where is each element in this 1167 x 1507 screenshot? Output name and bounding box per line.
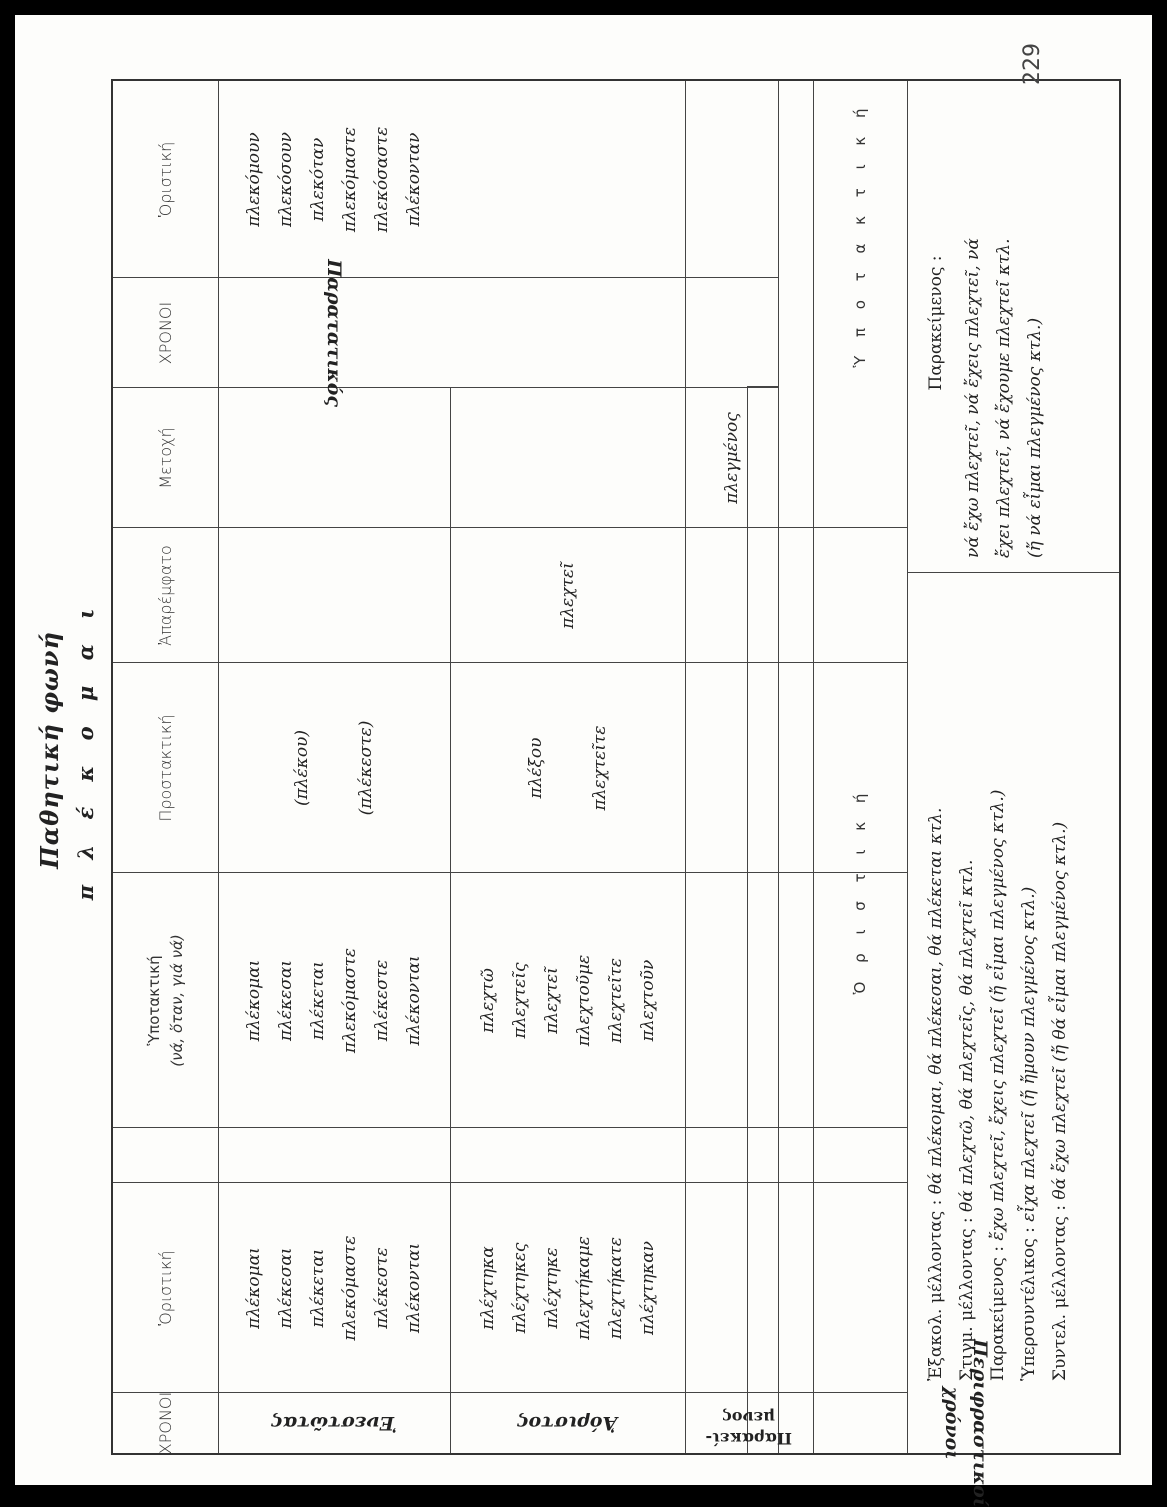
imperfect-label-text: Παρατατικός: [323, 259, 345, 407]
form: πλεκόμαστε: [340, 1235, 360, 1341]
aorist-infinitive: [450, 528, 685, 663]
periphrastic-indicative-header: Ὁ ρ ι σ τ ι κ ή: [851, 786, 869, 995]
periphrastic-subjunctive-list: [921, 88, 1051, 558]
form: πλεκόμουν: [244, 132, 264, 227]
rotated-content: [15, 15, 1152, 1507]
periph-text: ἔχω πλεχτεῖ, ἔχεις πλεχτεῖ (ἤ εἶμαι πλεγμένος κτλ.): [988, 789, 1008, 1241]
book-page: [15, 15, 1152, 1507]
periph-subj-line: [958, 88, 989, 558]
times-header: ΧΡΟΝΟΙ: [156, 1391, 175, 1455]
form: πλέκεσαι: [276, 959, 296, 1042]
periphrastic-label-text: Περιφραστικοί χρόνοι: [941, 1339, 991, 1507]
perfect-participle: [685, 388, 778, 528]
form: πλεκόσαστε: [372, 126, 392, 233]
periph-line-pluperfect: [1014, 790, 1045, 1381]
form: (πλέκου): [292, 729, 312, 807]
imperfect-label: [218, 259, 450, 407]
form: πλέκονται: [404, 955, 424, 1046]
page-number: 229: [1020, 43, 1045, 85]
form: πλέκεστε: [372, 959, 392, 1042]
form: πλεχτεῖς: [509, 962, 530, 1039]
form: πλέκεται: [308, 1248, 328, 1328]
form: πλεχτοῦμε: [573, 954, 594, 1047]
periph-label: Συντελ. μέλλοντας :: [1050, 1205, 1070, 1381]
conjugation-table: [111, 79, 1121, 1507]
form: (πλέκεστε): [356, 720, 376, 816]
form: πλεχτήκατε: [605, 1236, 626, 1340]
form: πλέχτηκα: [477, 1246, 498, 1330]
subjunctive-header-note: (νά, ὅταν, γιά νά): [167, 934, 186, 1067]
periph-text: θά ἔχω πλεχτεῖ (ἤ θά εἶμαι πλεγμένος κτλ.): [1050, 821, 1070, 1200]
form: πλέκεται: [308, 961, 328, 1040]
aorist-indicative: [450, 1183, 685, 1393]
form: πλεκόσουν: [276, 132, 296, 227]
form: πλεχτεῖ: [541, 967, 562, 1034]
times-header-2: ΧΡΟΝΟΙ: [156, 301, 175, 365]
periph-subj-line: [989, 88, 1020, 558]
periphrastic-subjunctive-header: Ὑ π ο τ α κ τ ι κ ή: [851, 101, 869, 368]
periph-line-future-continuous: [921, 790, 952, 1381]
form: πλεχτῶ: [477, 968, 498, 1033]
aorist-subjunctive: [450, 873, 685, 1128]
present-imperative: [218, 663, 450, 873]
indicative-header-2: Ὁριστική: [156, 141, 175, 218]
periphrastic-label: [813, 1339, 1119, 1507]
perfect-label: [685, 1393, 813, 1453]
form: πλεχτοῦν: [637, 959, 658, 1042]
form: πλέκομαι: [244, 959, 264, 1042]
form: πλέκεσαι: [276, 1247, 296, 1329]
subjunctive-header: [113, 873, 218, 1128]
present-label: [218, 1393, 450, 1453]
present-label-text: Ἐνεστῶτας: [270, 1412, 398, 1434]
form: πλεκόταν: [308, 137, 328, 222]
periph-line-perfect: [983, 790, 1014, 1381]
periph-text: θά πλέκομαι, θά πλέκεσαι, θά πλέκεται κτλ.: [926, 807, 946, 1195]
periph-label: Παρακείμενος :: [988, 1246, 1008, 1381]
imperfect-indicative: [218, 81, 450, 278]
participle-header: Μετοχή: [156, 427, 175, 489]
form: πλέχτηκαν: [637, 1241, 658, 1335]
present-indicative: [218, 1183, 450, 1393]
periphrastic-indicative-list: [921, 790, 1076, 1381]
form: πλεχτεῖ: [557, 562, 578, 629]
form: πλεχτεῖτε: [605, 957, 626, 1044]
present-subjunctive: [218, 873, 450, 1128]
form: πλέκονται: [404, 1242, 424, 1334]
form: πλέχτηκες: [509, 1242, 530, 1334]
subjunctive-header-label: Ὑποτακτική: [145, 955, 163, 1046]
form: πλέκονταν: [404, 132, 424, 227]
periph-label: Στιγμ. μέλλοντας :: [957, 1217, 977, 1381]
periph-subj-text: ἔχει πλεχτεῖ, νά ἔχουμε πλεχτεῖ κτλ.: [994, 238, 1014, 558]
perfect-label-text: Παρακεί-μενος: [705, 1408, 793, 1448]
periph-subj-title: Παρακείμενος :: [926, 255, 946, 391]
aorist-label-text: Ἀόριστος: [517, 1412, 618, 1434]
periph-label: Ὑπερσυντέλικος :: [1019, 1227, 1039, 1381]
form: πλέκεστε: [372, 1247, 392, 1329]
periph-label: Ἐξακολ. μέλλοντας :: [926, 1199, 946, 1381]
periph-line-future-perfect: [1045, 790, 1076, 1381]
aorist-label: [450, 1393, 685, 1453]
form: πλεκόμαστε: [340, 947, 360, 1054]
page-title: Παθητική φωνή: [35, 631, 64, 869]
periph-text: θά πλεχτῶ, θά πλεχτεῖς, θά πλεχτεῖ κτλ.: [957, 859, 977, 1212]
form: πλέχτηκε: [541, 1247, 562, 1329]
periph-line-future-simple: [952, 790, 983, 1381]
periph-subj-line: [1020, 88, 1051, 558]
form: πλέξου: [525, 737, 546, 799]
form: πλεκόμαστε: [340, 126, 360, 233]
imperative-header: Προστακτική: [156, 714, 175, 822]
aorist-imperative: [450, 663, 685, 873]
form: πλέκομαι: [244, 1247, 264, 1329]
indicative-header: Ὁριστική: [156, 1250, 175, 1326]
periph-subj-text: (ἤ νά εἶμαι πλεγμένος κτλ.): [1025, 317, 1045, 558]
periph-subj-text: νά ἔχω πλεχτεῖ, νά ἔχεις πλεχτεῖ, νά: [963, 238, 983, 558]
form: πλεχτήκαμε: [573, 1236, 594, 1340]
infinitive-header: Ἀπαρέμφατο: [156, 545, 175, 646]
verb-subtitle: π λ έ κ ο μ α ι: [73, 599, 98, 901]
form: πλεχτεῖτε: [589, 725, 610, 811]
form: πλεγμένος: [721, 412, 742, 504]
periph-text: εἶχα πλεχτεῖ (ἤ ἤμουν πλεγμένος κτλ.): [1019, 886, 1039, 1222]
